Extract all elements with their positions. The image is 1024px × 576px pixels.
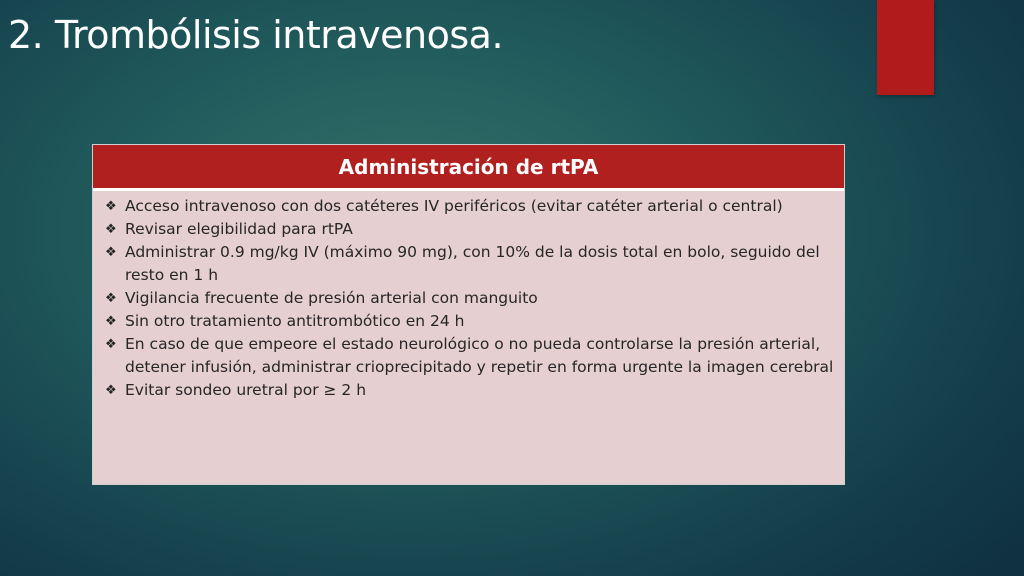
list-item-text: Vigilancia frecuente de presión arterial con manguito: [125, 289, 538, 307]
accent-bar: [877, 0, 934, 95]
diamond-bullet-icon: ❖: [105, 199, 117, 214]
list-item-text: Sin otro tratamiento antitrombótico en 24 h: [125, 312, 465, 330]
bullet-list: [93, 191, 844, 402]
diamond-bullet-icon: ❖: [105, 383, 117, 398]
list-item: [105, 379, 838, 402]
table-header-text: Administración de rtPA: [338, 154, 599, 179]
diamond-bullet-icon: ❖: [105, 222, 117, 237]
list-item-text: Administrar 0.9 mg/kg IV (máximo 90 mg), con 10% de la dosis total en bolo, seguido del resto en 1 h: [125, 243, 820, 284]
list-item: [105, 287, 838, 310]
list-item: [105, 195, 838, 218]
diamond-bullet-icon: ❖: [105, 291, 117, 306]
list-item-text: Revisar elegibilidad para rtPA: [125, 220, 353, 238]
list-item-text: Acceso intravenoso con dos catéteres IV periféricos (evitar catéter arterial o central): [125, 197, 783, 215]
list-item-text: En caso de que empeore el estado neurológico o no pueda controlarse la presión arterial, detener infusión, administrar crioprecipitado y repetir en forma urgente la imagen cerebral: [125, 335, 834, 376]
list-item: [105, 241, 838, 287]
diamond-bullet-icon: ❖: [105, 337, 117, 352]
diamond-bullet-icon: ❖: [105, 314, 117, 329]
rtpa-table: [92, 144, 845, 485]
slide-title: 2. Trombólisis intravenosa.: [8, 13, 504, 57]
list-item: [105, 310, 838, 333]
list-item: [105, 218, 838, 241]
list-item: [105, 333, 838, 379]
table-header: [93, 145, 844, 191]
diamond-bullet-icon: ❖: [105, 245, 117, 260]
list-item-text: Evitar sondeo uretral por ≥ 2 h: [125, 381, 367, 399]
